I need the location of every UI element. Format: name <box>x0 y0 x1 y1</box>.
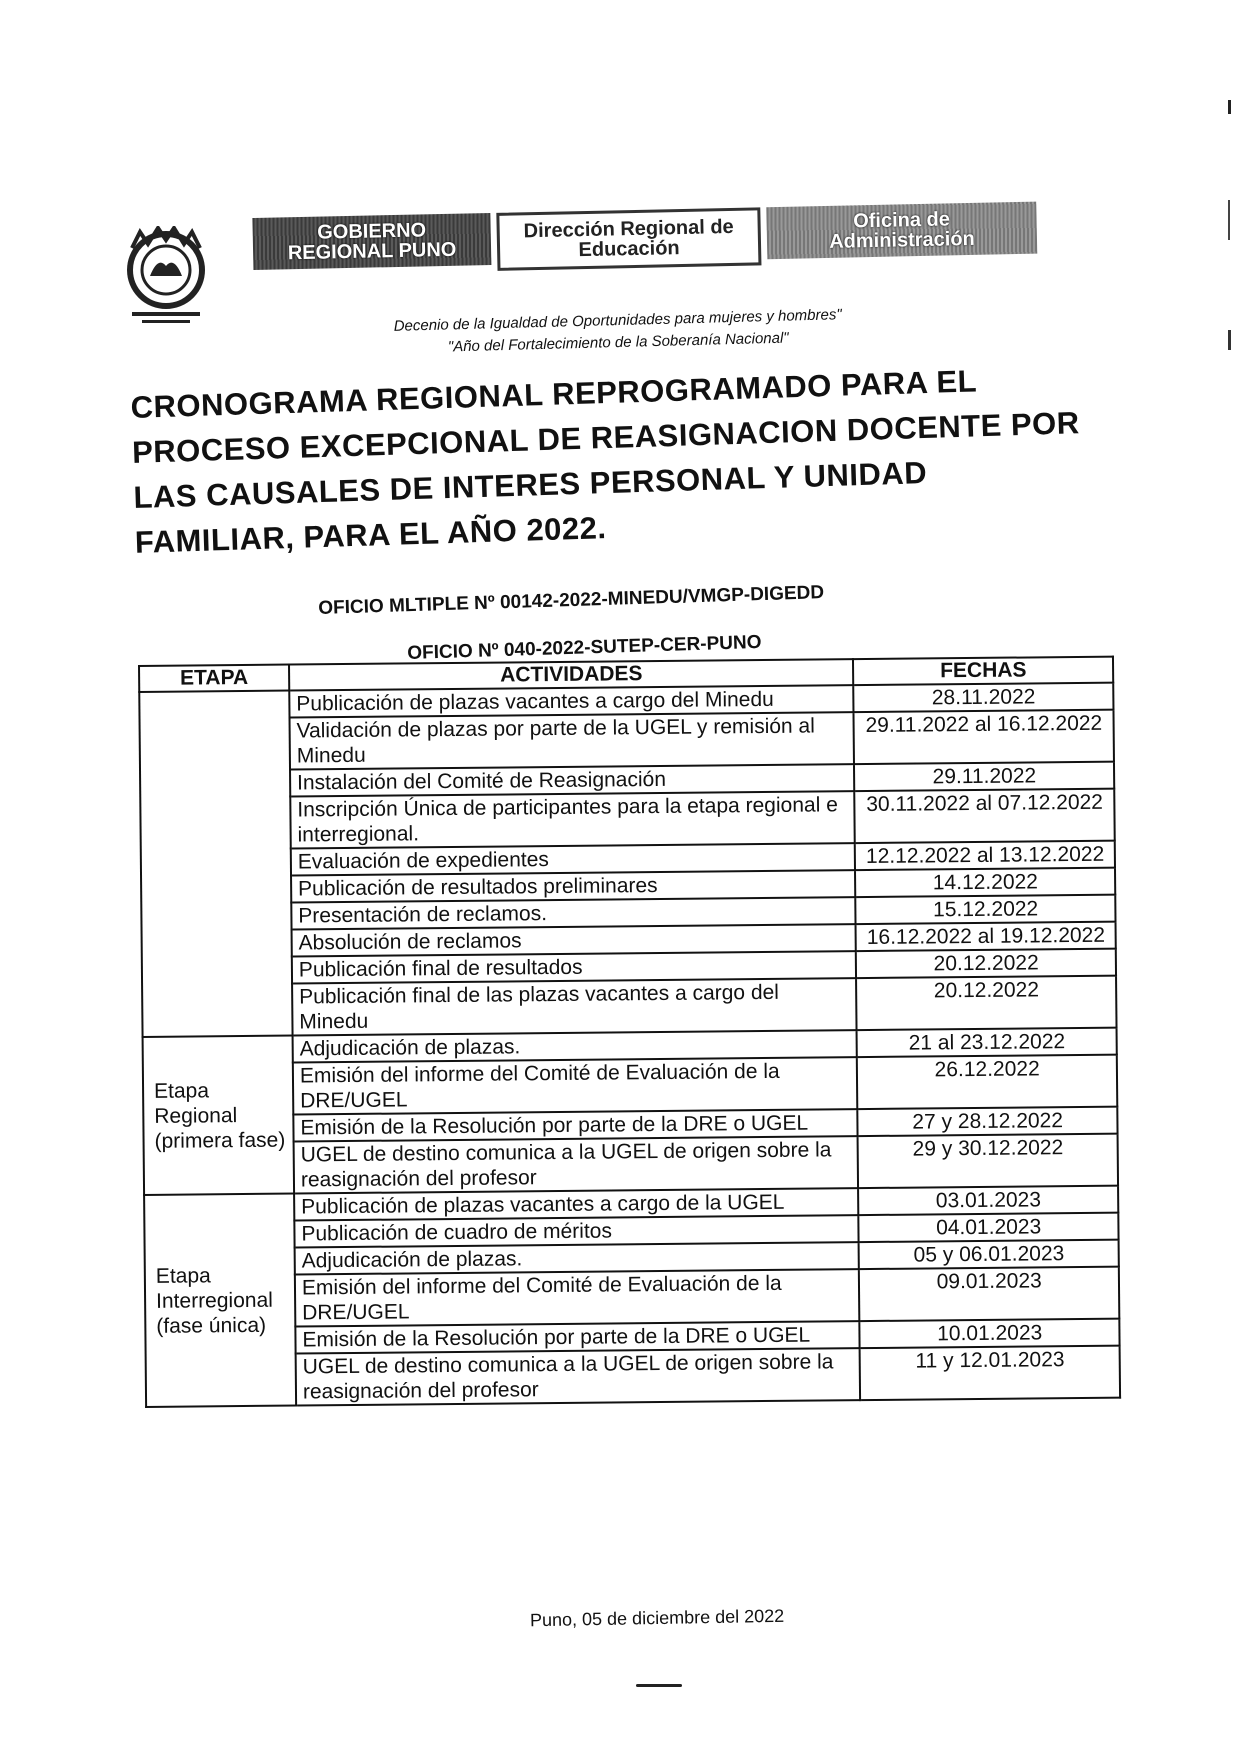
decenio-motto <box>358 303 879 361</box>
actividad-cell: Emisión de la Resolución por parte de la DRE o UGEL <box>295 1321 860 1353</box>
fecha-cell: 27 y 28.12.2022 <box>858 1107 1118 1136</box>
fecha-cell: 14.12.2022 <box>855 868 1115 897</box>
actividad-cell: UGEL de destino comunica a la UGEL de origen sobre la reasignación del profesor <box>294 1136 859 1193</box>
actividad-cell: Inscripción Única de participantes para la etapa regional e interregional. <box>290 791 855 848</box>
regional-seal-logo <box>118 226 214 326</box>
fecha-cell: 21 al 23.12.2022 <box>857 1028 1117 1057</box>
scan-edge-marks <box>1226 80 1234 400</box>
actividad-cell: Publicación de plazas vacantes a cargo de la UGEL <box>294 1188 859 1220</box>
fecha-cell: 30.11.2022 al 07.12.2022 <box>855 789 1115 843</box>
fecha-cell: 15.12.2022 <box>856 895 1116 924</box>
decenio-line: Decenio de la Igualdad de Oportunidades para mujeres y hombres" <box>393 306 842 335</box>
fecha-cell: 29 y 30.12.2022 <box>858 1134 1118 1188</box>
anio-line: "Año del Fortalecimiento de la Soberanía Nacional" <box>447 329 789 356</box>
header-actividades: ACTIVIDADES <box>289 659 854 690</box>
oficio-sutep-ref: OFICIO Nº 040-2022-SUTEP-CER-PUNO <box>407 631 762 664</box>
actividad-cell: Absolución de reclamos <box>291 924 856 956</box>
fecha-cell: 20.12.2022 <box>856 949 1116 978</box>
actividad-cell: Publicación de cuadro de méritos <box>294 1215 859 1247</box>
actividad-cell: Publicación de plazas vacantes a cargo del Minedu <box>289 685 854 717</box>
footer-date: Puno, 05 de diciembre del 2022 <box>529 1605 785 1631</box>
band-oficina-administracion: Oficina de Administración <box>766 202 1037 260</box>
fecha-cell: 11 y 12.01.2023 <box>860 1346 1120 1400</box>
fecha-cell: 20.12.2022 <box>857 976 1117 1030</box>
header-etapa: ETAPA <box>139 665 289 692</box>
actividad-cell: Publicación final de las plazas vacantes a cargo del Minedu <box>292 978 857 1035</box>
letterhead <box>118 208 1058 356</box>
etapa-cell <box>139 691 292 1037</box>
band-gobierno-regional: GOBIERNO REGIONAL PUNO <box>252 213 491 270</box>
fecha-cell: 29.11.2022 al 16.12.2022 <box>854 710 1114 764</box>
actividad-cell: Emisión de la Resolución por parte de la DRE o UGEL <box>293 1109 858 1141</box>
schedule-table-wrap <box>138 656 1121 1408</box>
oficio-multiple-ref: OFICIO MLTIPLE Nº 00142-2022-MINEDU/VMGP-DIGEDD <box>318 582 825 619</box>
actividad-cell: Evaluación de expedientes <box>291 843 856 875</box>
actividad-cell: Emisión del informe del Comité de Evaluación de la DRE/UGEL <box>293 1057 858 1114</box>
fecha-cell: 12.12.2022 al 13.12.2022 <box>855 841 1115 870</box>
fecha-cell: 16.12.2022 al 19.12.2022 <box>856 922 1116 951</box>
page-mark <box>636 1684 682 1687</box>
actividad-cell: Validación de plazas por parte de la UGEL y remisión al Minedu <box>289 712 854 769</box>
institution-bands <box>252 202 1037 278</box>
fecha-cell: 10.01.2023 <box>860 1319 1120 1348</box>
actividad-cell: Publicación de resultados preliminares <box>291 870 856 902</box>
schedule-table <box>138 656 1121 1408</box>
actividad-cell: Emisión del informe del Comité de Evaluación de la DRE/UGEL <box>295 1269 860 1326</box>
actividad-cell: Presentación de reclamos. <box>291 897 856 929</box>
fecha-cell: 03.01.2023 <box>859 1186 1119 1215</box>
actividad-cell: Adjudicación de plazas. <box>295 1242 860 1274</box>
header-fechas: FECHAS <box>853 657 1113 685</box>
fecha-cell: 26.12.2022 <box>857 1055 1117 1109</box>
fecha-cell: 29.11.2022 <box>854 762 1114 791</box>
document-title: CRONOGRAMA REGIONAL REPROGRAMADO PARA EL PROCESO EXCEPCIONAL DE REASIGNACION DOCENTE POR LAS CAUSALES DE INTERES PERSONAL Y UNIDAD FAMILIAR, PARA EL AÑO 2022. <box>130 363 1081 560</box>
fecha-cell: 04.01.2023 <box>859 1213 1119 1242</box>
fecha-cell: 09.01.2023 <box>859 1267 1119 1321</box>
actividad-cell: Publicación final de resultados <box>292 951 857 983</box>
actividad-cell: Adjudicación de plazas. <box>293 1030 858 1062</box>
fecha-cell: 05 y 06.01.2023 <box>859 1240 1119 1269</box>
fecha-cell: 28.11.2022 <box>854 683 1114 712</box>
actividad-cell: Instalación del Comité de Reasignación <box>290 764 855 796</box>
etapa-cell: Etapa Interregional (fase única) <box>144 1194 296 1407</box>
band-direccion-regional: Dirección Regional de Educación <box>496 207 761 271</box>
actividad-cell: UGEL de destino comunica a la UGEL de origen sobre la reasignación del profesor <box>296 1348 861 1405</box>
table-body <box>139 683 1120 1407</box>
etapa-cell: Etapa Regional (primera fase) <box>143 1036 294 1195</box>
